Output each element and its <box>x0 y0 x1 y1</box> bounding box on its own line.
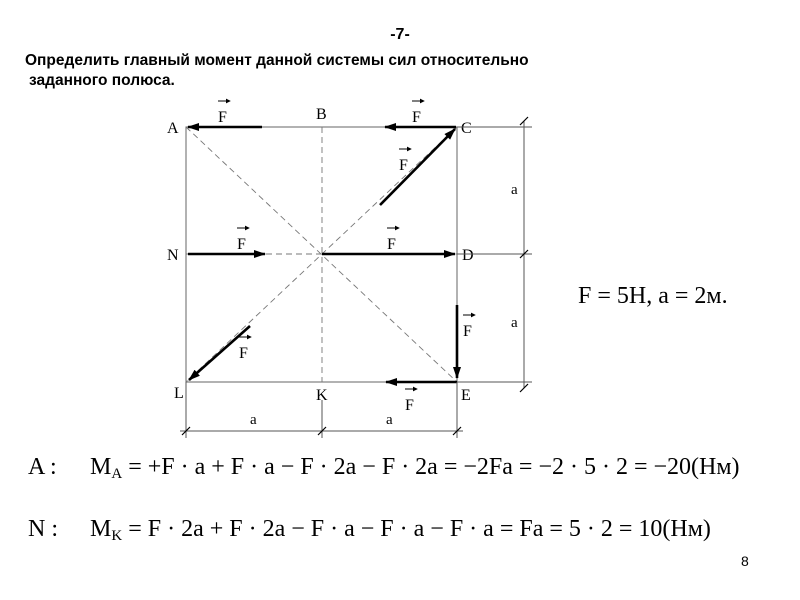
svg-text:a: a <box>386 412 393 428</box>
point-B: B <box>316 106 327 123</box>
force-label-A <box>218 101 230 126</box>
force-label-C <box>412 101 424 126</box>
svg-text:F: F <box>405 397 414 414</box>
force-label-D <box>387 228 399 253</box>
force-label-L <box>239 337 251 362</box>
dimension-right-labels <box>511 182 518 331</box>
force-label-C-diagonal <box>399 149 411 174</box>
svg-text:a: a <box>511 315 518 331</box>
point-L: L <box>174 385 184 402</box>
point-D: D <box>462 247 474 264</box>
svg-text:F: F <box>237 236 246 253</box>
task-line-1: Определить главный момент данной системы сил относительно <box>25 52 529 69</box>
equation-N-lhs: M <box>90 516 112 542</box>
given-values: F = 5H, a = 2м. <box>578 283 728 309</box>
svg-text:F: F <box>218 109 227 126</box>
point-K: K <box>316 387 328 404</box>
point-C: C <box>461 120 472 137</box>
task-line-2: заданного полюса. <box>29 72 175 89</box>
svg-text:F: F <box>387 236 396 253</box>
svg-text:F: F <box>463 323 472 340</box>
equation-N-rhs: = F · 2a + F · 2a − F · a − F · a − F · a = Fa = 5 · 2 = 10(Нм) <box>122 516 711 542</box>
svg-text:F: F <box>399 157 408 174</box>
dimension-right <box>457 121 532 388</box>
svg-text:a: a <box>511 182 518 198</box>
force-label-E-horizontal <box>405 389 417 414</box>
force-label-N <box>237 228 249 253</box>
equation-pole-A <box>28 454 740 483</box>
page-number: 8 <box>741 553 749 569</box>
equation-N-sub: K <box>111 528 123 544</box>
point-E: E <box>461 387 471 404</box>
equation-pole-N <box>28 516 711 545</box>
svg-text:a: a <box>250 412 257 428</box>
point-A: A <box>167 120 179 137</box>
equation-A-point: A : <box>28 454 57 480</box>
equation-A-sub: A <box>111 466 123 482</box>
slide-number: -7- <box>390 26 410 43</box>
point-N: N <box>167 247 179 264</box>
force-label-E <box>463 315 475 340</box>
equation-A-lhs: M <box>90 454 112 480</box>
svg-text:F: F <box>412 109 421 126</box>
equation-A-rhs: = +F · a + F · a − F · 2a − F · 2a = −2Fa = −2 · 5 · 2 = −20(Нм) <box>122 454 740 480</box>
equation-N-point: N : <box>28 516 58 542</box>
force-arrow-C-diagonal <box>380 129 455 205</box>
svg-text:F: F <box>239 345 248 362</box>
